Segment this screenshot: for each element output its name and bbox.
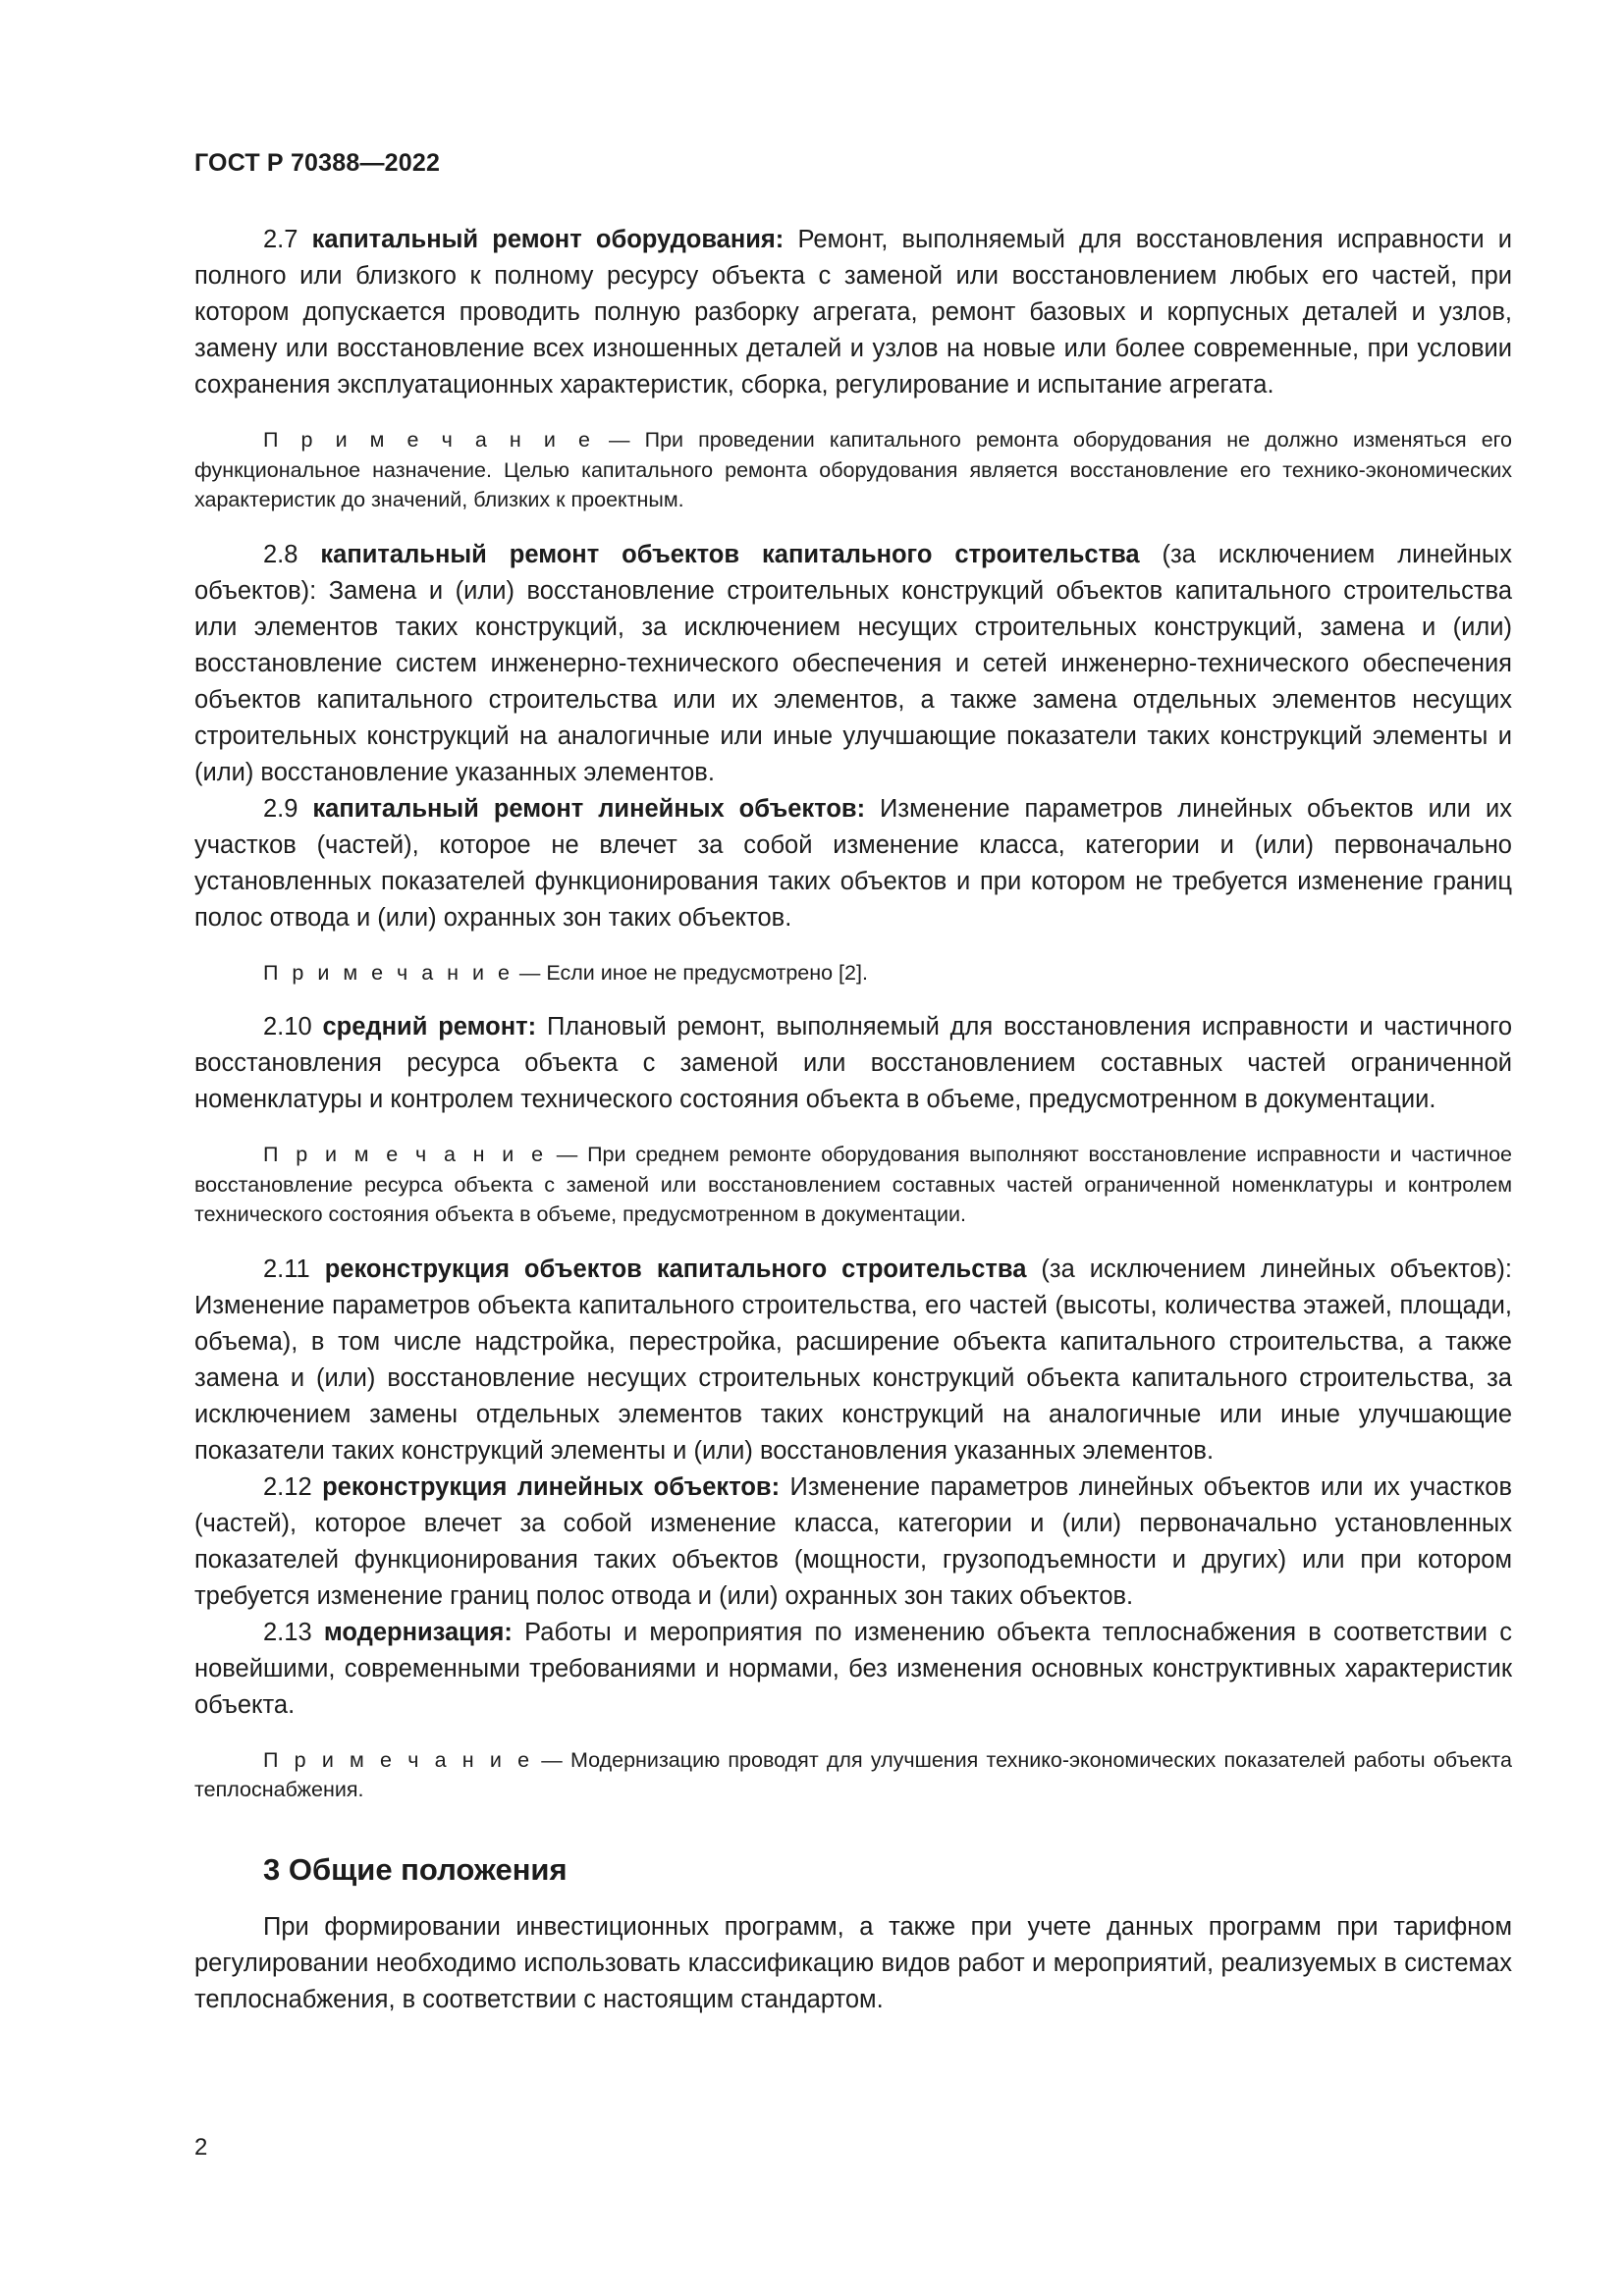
section-paragraph: При формировании инвестиционных программ, а также при учете данных программ при тарифном регулировании необходимо использовать классификацию видов работ и мероприятий, реализуемых в системах теплоснабжения, в соответствии с настоящим стандартом.	[194, 1912, 1512, 2013]
term-title: средний ремонт:	[322, 1013, 537, 1041]
term-2-7	[194, 222, 1512, 403]
term-number: 2.9	[263, 794, 298, 823]
term-title: реконструкция линейных объектов:	[322, 1472, 781, 1501]
term-title: капитальный ремонт линейных объектов:	[312, 794, 866, 823]
term-title: модернизация:	[323, 1618, 513, 1646]
term-number: 2.12	[263, 1472, 312, 1501]
term-2-12	[194, 1469, 1512, 1615]
term-2-11	[194, 1252, 1512, 1469]
term-number: 2.7	[263, 226, 298, 253]
note-2-9	[194, 958, 1512, 988]
note-text: — Модернизацию проводят для улучшения технико-экономических показателей работы объекта теплоснабжения.	[194, 1747, 1512, 1801]
term-2-13	[194, 1615, 1512, 1724]
note-label: П р и м е ч а н и е	[263, 960, 514, 985]
note-label: П р и м е ч а н и е	[263, 1747, 534, 1772]
note-label: П р и м е ч а н и е	[263, 428, 594, 452]
document-content	[194, 222, 1512, 2018]
term-number: 2.10	[263, 1013, 312, 1041]
term-definition: Работы и мероприятия по изменению объекта теплоснабжения в соответствии с новейшими, современными требованиями и нормами, без изменения основных конструктивных характеристик объекта.	[194, 1618, 1512, 1719]
note-2-10	[194, 1140, 1512, 1230]
note-2-13	[194, 1745, 1512, 1805]
document-code-header: ГОСТ Р 70388—2022	[194, 149, 441, 177]
term-2-8	[194, 537, 1512, 791]
note-2-7	[194, 425, 1512, 515]
term-title: реконструкция объектов капитального строительства	[324, 1255, 1027, 1283]
term-number: 2.8	[263, 540, 298, 568]
note-text: — Если иное не предусмотрено [2].	[513, 960, 868, 985]
term-definition: Плановый ремонт, выполняемый для восстановления исправности и частичного восстановления ресурса объекта с заменой или восстановлением составных частей ограниченной номенклатуры и контролем технического состояния объекта в объеме, предусмотренном в документации.	[194, 1013, 1513, 1113]
note-text: — При проведении капитального ремонта оборудования не должно изменяться его функциональное назначение. Целью капитального ремонта оборудования является восстановление его технико-экономических характеристик до значений, близких к проектным.	[194, 428, 1512, 511]
term-definition: Ремонт, выполняемый для восстановления исправности и полного или близкого к полному ресурсу объекта с заменой или восстановлением любых его частей, при котором допускается проводить полную разборку агрегата, ремонт базовых и корпусных деталей и узлов, замену или восстановление всех изношенных деталей и узлов на новые или более современные, при условии сохранения эксплуатационных характеристик, сборка, регулирование и испытание агрегата.	[194, 226, 1513, 399]
term-title: капитальный ремонт объектов капитального строительства	[320, 540, 1140, 568]
term-definition: (за исключением линейных объектов): Замена и (или) восстановление строительных конструкций объектов капитального строительства или элементов таких конструкций, за исключением несущих строительных конструкций, замена и (или) восстановление систем инженерно-технического обеспечения и сетей инженерно-технического обеспечения объектов капитального строительства или их элементов, а также замена отдельных элементов несущих строительных конструкций на аналогичные или иные улучшающие показатели таких конструкций элементы и (или) восстановление указанных элементов.	[194, 540, 1512, 786]
term-definition: Изменение параметров линейных объектов или их участков (частей), которое не влечет за собой изменение класса, категории и (или) первоначально установленных показателей функционирования таких объектов и при котором не требуется изменение границ полос отвода и (или) охранных зон таких объектов.	[194, 794, 1512, 932]
page-number: 2	[194, 2134, 208, 2161]
term-number: 2.11	[263, 1255, 310, 1283]
section-title: 3 Общие положения	[263, 1851, 568, 1887]
term-title: капитальный ремонт оборудования:	[311, 226, 785, 253]
term-definition: Изменение параметров линейных объектов или их участков (частей), которое влечет за собой изменение класса, категории и (или) первоначально установленных показателей функционирования таких объектов (мощности, грузоподъемности и других) или при котором требуется изменение границ полос отвода и (или) охранных зон таких объектов.	[194, 1472, 1512, 1610]
note-text: — При среднем ремонте оборудования выполняют восстановление исправности и частичное восстановление ресурса объекта с заменой или восстановлением составных частей ограниченной номенклатуры и контролем технического состояния объекта в объеме, предусмотренном в документации.	[194, 1143, 1513, 1226]
term-number: 2.13	[263, 1618, 312, 1646]
term-definition: (за исключением линейных объектов): Изменение параметров объекта капитального строительства, его частей (высоты, количества этажей, площади, объема), в том числе надстройка, перестройка, расширение объекта капитального строительства, а также замена и (или) восстановление несущих строительных конструкций объекта капитального строительства, за исключением замены отдельных элементов таких конструкций на аналогичные или иные улучшающие показатели таких конструкций элементы и (или) восстановления указанных элементов.	[194, 1255, 1512, 1465]
term-2-9	[194, 791, 1512, 936]
term-2-10	[194, 1009, 1512, 1118]
note-label: П р и м е ч а н и е	[263, 1143, 548, 1166]
